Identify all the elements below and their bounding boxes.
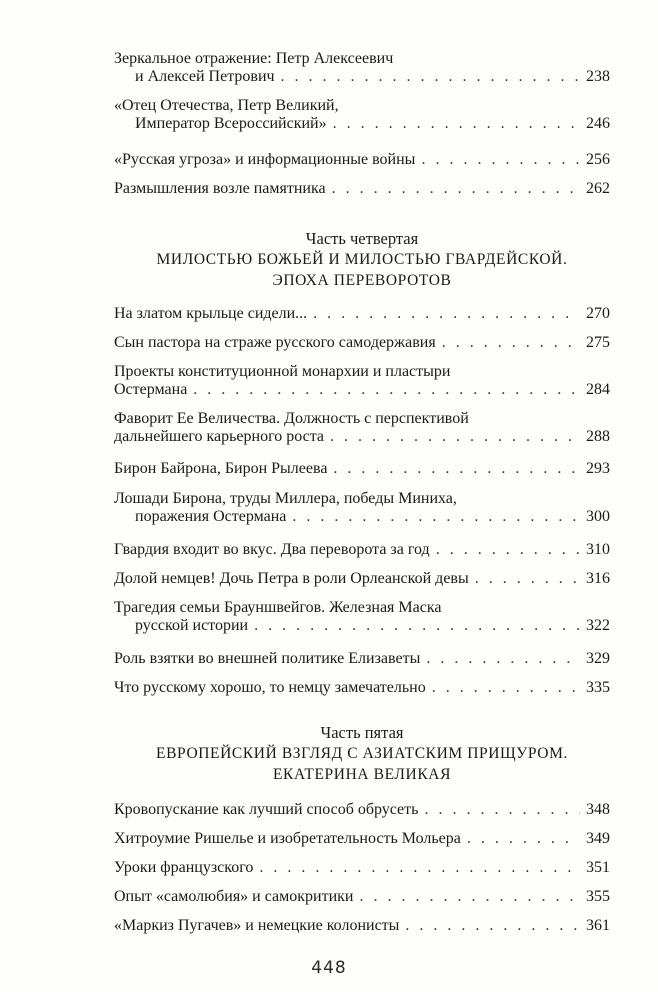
dot-leader xyxy=(475,570,580,588)
dot-leader xyxy=(467,830,580,848)
dot-leader xyxy=(313,305,580,323)
toc-entry-title-line: Остермана xyxy=(114,381,188,398)
toc-page-number: 322 xyxy=(586,617,610,634)
toc-page-number: 349 xyxy=(586,830,610,847)
toc-entry-title-line: Что русскому хорошо, то немцу замечательно xyxy=(114,679,426,696)
dot-leader xyxy=(332,180,580,198)
dot-leader xyxy=(432,679,580,697)
part-title-line: МИЛОСТЬЮ БОЖЬЕЙ И МИЛОСТЬЮ ГВАРДЕЙСКОЙ. xyxy=(156,251,568,268)
toc-entry xyxy=(114,460,610,478)
toc-entry xyxy=(114,859,610,877)
page-number-footer: 448 xyxy=(311,958,347,978)
toc-page-number: 270 xyxy=(586,305,610,322)
dot-leader xyxy=(292,508,580,526)
dot-leader xyxy=(424,801,580,819)
part-label: Часть четвертая xyxy=(305,229,419,248)
toc-entry xyxy=(114,570,610,588)
toc-page-number: 335 xyxy=(586,679,610,696)
toc-entry xyxy=(114,50,610,86)
toc-entry-title-line: дальнейшего карьерного роста xyxy=(114,428,325,445)
toc-entry xyxy=(114,599,610,635)
toc-entry-title-line: Долой немцев! Дочь Петра в роли Орлеанской девы xyxy=(114,570,469,587)
toc-page-number: 293 xyxy=(586,460,610,477)
part-heading xyxy=(114,228,610,291)
dot-leader xyxy=(281,68,580,86)
part-heading xyxy=(114,722,610,785)
dot-leader xyxy=(405,917,580,935)
toc-entry xyxy=(114,180,610,198)
part-title-line: ЕКАТЕРИНА ВЕЛИКАЯ xyxy=(272,766,452,783)
toc-entry xyxy=(114,830,610,848)
toc-page-number: 238 xyxy=(586,68,610,85)
toc-entry xyxy=(114,490,610,526)
dot-leader xyxy=(333,460,580,478)
toc-page-number: 246 xyxy=(586,115,610,132)
part-title-line: ЕВРОПЕЙСКИЙ ВЗГЛЯД С АЗИАТСКИМ ПРИЩУРОМ. xyxy=(156,745,568,762)
dot-leader xyxy=(193,381,580,399)
toc-entry-title-line: Зеркальное отражение: Петр Алексеевич xyxy=(114,50,394,67)
toc-page-number: 348 xyxy=(586,801,610,818)
dot-leader xyxy=(359,888,580,906)
toc-entry xyxy=(114,801,610,819)
toc-page-number: 355 xyxy=(586,888,610,905)
toc-entry-title-line: и Алексей Петрович xyxy=(135,68,275,85)
toc-entry xyxy=(114,151,610,169)
part-title-line: ЭПОХА ПЕРЕВОРОТОВ xyxy=(272,272,452,289)
dot-leader xyxy=(436,541,580,559)
toc-entry-title-line: Сын пастора на страже русского самодержавия xyxy=(114,334,436,351)
toc-entry xyxy=(114,679,610,697)
toc-entry-title-line: Уроки французского xyxy=(114,859,254,876)
toc-entry xyxy=(114,888,610,906)
dot-leader xyxy=(330,428,580,446)
toc-entry-title-line: Размышления возле памятника xyxy=(114,180,326,197)
toc-entry xyxy=(114,541,610,559)
toc-entry-title-line: «Русская угроза» и информационные войны xyxy=(114,151,416,168)
dot-leader xyxy=(426,650,580,668)
toc-entry-title-line: Роль взятки во внешней политике Елизаветы xyxy=(114,650,421,667)
toc-entry-title-line: Фаворит Ее Величества. Должность с перспективой xyxy=(114,410,469,427)
toc-entry-title-line: Опыт «самолюбия» и самокритики xyxy=(114,888,354,905)
toc-entry xyxy=(114,650,610,668)
toc-page-number: 316 xyxy=(586,570,610,587)
dot-leader xyxy=(254,617,580,635)
toc-entry-title-line: Лошади Бирона, труды Миллера, победы Миниха, xyxy=(114,490,457,507)
toc-page-number: 284 xyxy=(586,381,610,398)
toc-entry-title-line: Гвардия входит во вкус. Два переворота за год xyxy=(114,541,430,558)
toc-entry xyxy=(114,334,610,352)
toc-entry-title-line: поражения Остермана xyxy=(135,508,287,525)
toc-page-number: 329 xyxy=(586,650,610,667)
toc-entry-title-line: Император Всероссийский» xyxy=(135,115,327,132)
toc-entry-title-line: Хитроумие Ришелье и изобретательность Мольера xyxy=(114,830,461,847)
toc-page-number: 361 xyxy=(586,917,610,934)
toc-page-number: 262 xyxy=(586,180,610,197)
toc-entry xyxy=(114,410,610,446)
toc-page-number: 275 xyxy=(586,334,610,351)
toc-page-number: 300 xyxy=(586,508,610,525)
dot-leader xyxy=(333,115,580,133)
toc-entry-title-line: Трагедия семьи Брауншвейгов. Железная Маска xyxy=(114,599,442,616)
toc-entry-title-line: «Маркиз Пугачев» и немецкие колонисты xyxy=(114,917,400,934)
toc-entry-title-line: Проекты конституционной монархии и пластыри xyxy=(114,363,451,380)
toc-entry xyxy=(114,305,610,323)
part-label: Часть пятая xyxy=(320,723,404,742)
toc-entry-title-line: На златом крыльце сидели... xyxy=(114,305,308,322)
toc-entry-title-line: «Отец Отечества, Петр Великий, xyxy=(114,97,339,114)
toc-page-number: 288 xyxy=(586,428,610,445)
dot-leader xyxy=(259,859,580,877)
toc-page-number: 256 xyxy=(586,151,610,168)
toc-entry-title-line: Кровопускание как лучший способ обрусеть xyxy=(114,801,419,818)
toc-entry-title-line: русской истории xyxy=(135,617,249,634)
toc-entry xyxy=(114,917,610,935)
dot-leader xyxy=(442,334,580,352)
toc-entry xyxy=(114,97,610,133)
toc-page-number: 310 xyxy=(586,541,610,558)
toc-page-number: 351 xyxy=(586,859,610,876)
toc-entry xyxy=(114,363,610,399)
dot-leader xyxy=(421,151,580,169)
toc-entry-title-line: Бирон Байрона, Бирон Рылеева xyxy=(114,460,328,477)
